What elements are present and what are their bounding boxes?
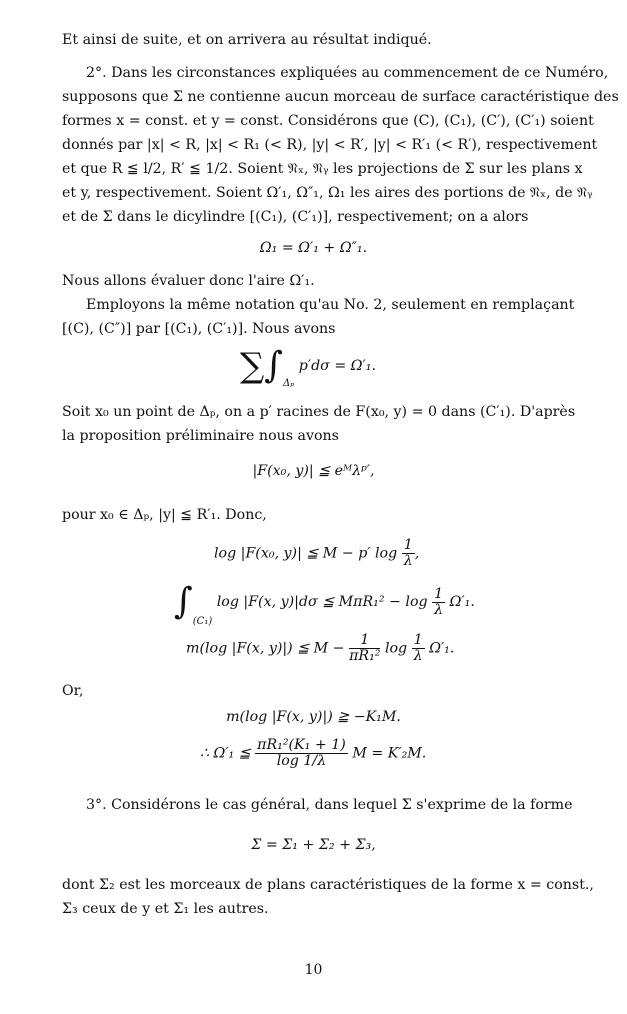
numerator: πR₁²(K₁ + 1) [257,737,346,753]
fraction [255,738,348,769]
equation-mid: log [384,640,408,657]
numerator: 1 [413,632,423,648]
text-line: et de Σ dans le dicylindre [(C₁), (C′₁)], respectivement; on a alors [62,209,529,225]
text-line: Et ainsi de suite, et on arrivera au résultat indiqué. [62,32,432,48]
fraction [402,538,415,569]
equation-end: , [414,545,420,562]
integral-symbol: ∫ [264,345,284,386]
text-line: dont Σ₂ est les morceaux de plans caractéristiques de la forme x = const., [62,877,594,893]
page-number: 10 [304,962,323,978]
text-line: Employons la même notation qu'au No. 2, seulement en remplaçant [86,297,575,313]
text-line: formes x = const. et y = const. Considérons que (C), (C₁), (C′), (C′₁) soient [62,113,594,129]
numerator: 1 [434,585,444,602]
equation-right: M = K′₂M. [352,745,427,762]
text-line: Or, [62,683,84,699]
equation-left: ∴ Ω′₁ ≦ [200,745,251,762]
equation-end: Ω′₁. [449,594,475,610]
text-line: 2°. Dans les circonstances expliquées au commencement de ce Numéro, [86,65,609,81]
numerator: 1 [349,633,380,649]
text-line: la proposition préliminaire nous avons [62,428,339,444]
equation-left: m(log |F(x, y)|) ≦ M − [186,640,345,657]
text-line: 3°. Considérons le cas général, dans lequel Σ s'exprime de la forme [86,797,573,813]
integral-symbol: ∫ [174,581,193,622]
fraction [432,587,445,618]
equation-end: Ω′₁. [429,640,455,657]
text-line: [(C), (C″)] par [(C₁), (C′₁)]. Nous avons [62,321,336,337]
numerator: 1 [403,537,413,553]
equation-decomposition: Σ = Σ₁ + Σ₂ + Σ₃, [251,837,376,853]
equation-mean-lower: m(log |F(x, y)|) ≧ −K₁M. [226,709,401,725]
text-line: pour x₀ ∈ Δₚ, |y| ≦ R′₁. Donc, [62,507,267,523]
text-line: et y, respectivement. Soient Ω′₁, Ω″₁, Ω₁ les aires des portions de 𝔑ₓ, de 𝔑ᵧ [62,185,593,201]
text-line: Nous allons évaluer donc l'aire Ω′₁. [62,273,315,289]
denominator: λ [434,601,444,618]
denominator: λ [413,648,423,664]
integral-subscript: (C₁) [192,616,213,627]
fraction [349,633,380,664]
equation-sum-integral [240,345,376,389]
equation-bound: |F(x₀, y)| ≦ eᴹλᵖ′, [252,463,375,479]
equation-body: p′dσ = Ω′₁. [298,358,376,374]
fraction [412,633,425,664]
denominator: log 1/λ [276,753,327,769]
text-line: donnés par |x| < R, |x| < R₁ (< R), |y| < R′, |y| < R′₁ (< R′), respectivement [62,137,598,153]
integral-subscript: Δₚ [283,378,295,389]
sigma-symbol: ∑ [240,346,265,386]
text-line: Soit x₀ un point de Δₚ, on a p′ racines de F(x₀, y) = 0 dans (C′₁). D'après [62,404,576,420]
text-line: et que R ≦ l/2, R′ ≦ 1/2. Soient 𝔑ₓ, 𝔑ᵧ les projections de Σ sur les plans x [62,161,583,177]
equation-left: log |F(x₀, y)| ≦ M − p′ log [214,545,398,562]
text-line: supposons que Σ ne contienne aucun morceau de surface caractéristique des [62,89,619,105]
equation-mean-bound [186,633,454,664]
equation-conclusion [200,738,426,769]
denominator: πR₁² [349,648,381,664]
text-line: Σ₃ ceux de y et Σ₁ les autres. [62,901,269,917]
equation-integral-bound [174,581,475,627]
denominator: λ [403,553,413,569]
equation-left: log |F(x, y)|dσ ≦ MπR₁² − log [216,594,428,610]
equation-log-bound [214,538,419,569]
equation-area-sum: Ω₁ = Ω′₁ + Ω″₁. [259,240,368,256]
